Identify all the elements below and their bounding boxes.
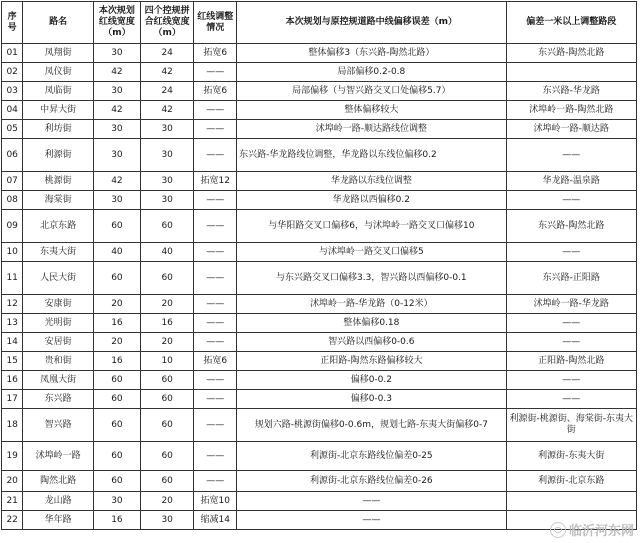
- row-number-cell: 12: [2, 295, 23, 314]
- table-row: [2, 139, 637, 172]
- road-name-cell: 海棠街: [23, 191, 94, 210]
- adjustment-cell: ——: [194, 191, 237, 210]
- road-name-cell: 桃源街: [23, 172, 94, 191]
- plan-width-cell: 60: [93, 371, 140, 390]
- row-number-cell: 10: [2, 243, 23, 262]
- merged-width-cell: 10: [140, 352, 193, 371]
- table-row: [2, 262, 637, 295]
- plan-width-cell: 16: [93, 511, 140, 530]
- adjustment-cell: ——: [194, 442, 237, 471]
- adjust-section-cell: 利源街-北京东路: [506, 471, 636, 492]
- table-row: [2, 44, 637, 63]
- merged-width-cell: 42: [140, 63, 193, 82]
- plan-width-cell: 20: [93, 295, 140, 314]
- row-number-cell: 13: [2, 314, 23, 333]
- table-row: [2, 210, 637, 243]
- offset-error-cell: 整体偏移3（东兴路-陶然北路）: [237, 44, 506, 63]
- table-row: [2, 442, 637, 471]
- table-row: [2, 352, 637, 371]
- merged-width-cell: 16: [140, 314, 193, 333]
- offset-error-cell: 与华阳路交叉口偏移6，与沭埠岭一路交叉口偏移10: [237, 210, 506, 243]
- row-number-cell: 18: [2, 409, 23, 442]
- merged-width-cell: 60: [140, 409, 193, 442]
- merged-width-cell: 30: [140, 139, 193, 172]
- plan-width-cell: 16: [93, 314, 140, 333]
- road-name-cell: 利坊街: [23, 120, 94, 139]
- merged-width-cell: 42: [140, 101, 193, 120]
- adjustment-cell: ——: [194, 243, 237, 262]
- adjustment-cell: ——: [194, 139, 237, 172]
- adjustment-cell: ——: [194, 333, 237, 352]
- offset-error-cell: 局部偏移（与智兴路交叉口处偏移5.7）: [237, 82, 506, 101]
- offset-error-cell: 整体偏移0.18: [237, 314, 506, 333]
- adjustment-cell: ——: [194, 390, 237, 409]
- row-number-cell: 01: [2, 44, 23, 63]
- adjustment-cell: ——: [194, 371, 237, 390]
- plan-width-cell: 60: [93, 210, 140, 243]
- adjustment-cell: ——: [194, 101, 237, 120]
- adjustment-cell: 缩减14: [194, 511, 237, 530]
- adjust-section-cell: 沭埠岭一路-顺达路: [506, 120, 636, 139]
- row-number-cell: 14: [2, 333, 23, 352]
- plan-width-cell: 40: [93, 243, 140, 262]
- adjust-section-cell: ——: [506, 314, 636, 333]
- adjustment-cell: 拓宽12: [194, 172, 237, 191]
- adjust-section-cell: 东兴路-陶然北路: [506, 44, 636, 63]
- merged-width-cell: 60: [140, 371, 193, 390]
- road-name-cell: 华年路: [23, 511, 94, 530]
- adjustment-cell: ——: [194, 409, 237, 442]
- adjust-section-cell: ——: [506, 390, 636, 409]
- plan-width-cell: 42: [93, 101, 140, 120]
- adjustment-cell: 拓宽6: [194, 44, 237, 63]
- merged-width-cell: 30: [140, 191, 193, 210]
- row-number-cell: 20: [2, 471, 23, 492]
- offset-error-cell: 偏移0-0.2: [237, 371, 506, 390]
- road-name-cell: 光明街: [23, 314, 94, 333]
- merged-width-cell: 40: [140, 243, 193, 262]
- road-name-cell: 东夷大街: [23, 243, 94, 262]
- adjust-section-cell: 利源街-桃源街、海棠街-东夷大街: [506, 409, 636, 442]
- header-offset: 本次规划与原控规道路中线偏移误差（m）: [237, 2, 506, 44]
- row-number-cell: 15: [2, 352, 23, 371]
- row-number-cell: 21: [2, 492, 23, 511]
- adjustment-cell: ——: [194, 63, 237, 82]
- adjust-section-cell: [506, 63, 636, 82]
- plan-width-cell: 60: [93, 409, 140, 442]
- plan-width-cell: 60: [93, 471, 140, 492]
- row-number-cell: 02: [2, 63, 23, 82]
- row-number-cell: 09: [2, 210, 23, 243]
- adjustment-cell: ——: [194, 314, 237, 333]
- road-adjustment-table: [1, 1, 637, 530]
- offset-error-cell: ——: [237, 492, 506, 511]
- merged-width-cell: 60: [140, 390, 193, 409]
- offset-error-cell: 局部偏移0.2-0.8: [237, 63, 506, 82]
- road-name-cell: 安居街: [23, 333, 94, 352]
- road-name-cell: 中昇大街: [23, 101, 94, 120]
- table-row: [2, 82, 637, 101]
- row-number-cell: 06: [2, 139, 23, 172]
- road-name-cell: 智兴路: [23, 409, 94, 442]
- wechat-icon: [550, 522, 566, 538]
- plan-width-cell: 42: [93, 172, 140, 191]
- merged-width-cell: 30: [140, 511, 193, 530]
- road-name-cell: 凤凰大街: [23, 371, 94, 390]
- header-name: 路名: [23, 2, 94, 44]
- offset-error-cell: 智兴路以西偏移0-0.6: [237, 333, 506, 352]
- table-row: [2, 191, 637, 210]
- adjust-section-cell: ——: [506, 191, 636, 210]
- table-row: [2, 172, 637, 191]
- adjust-section-cell: 东兴路-华龙路: [506, 82, 636, 101]
- road-name-cell: 龙山路: [23, 492, 94, 511]
- merged-width-cell: 30: [140, 172, 193, 191]
- offset-error-cell: 利源街-北京东路线位偏差0-26: [237, 471, 506, 492]
- road-name-cell: 凤仪街: [23, 63, 94, 82]
- table-row: [2, 63, 637, 82]
- merged-width-cell: 30: [140, 120, 193, 139]
- table-row: [2, 471, 637, 492]
- merged-width-cell: 20: [140, 333, 193, 352]
- table-row: [2, 371, 637, 390]
- merged-width-cell: 24: [140, 82, 193, 101]
- header-width-plan: 本次规划红线宽度（m）: [93, 2, 140, 44]
- road-name-cell: 凤临街: [23, 82, 94, 101]
- table-row: [2, 314, 637, 333]
- road-name-cell: 凤翔街: [23, 44, 94, 63]
- offset-error-cell: 偏移0-0.3: [237, 390, 506, 409]
- adjustment-cell: ——: [194, 471, 237, 492]
- offset-error-cell: 沭埠岭一路-华龙路（0-12米）: [237, 295, 506, 314]
- table-row: [2, 390, 637, 409]
- plan-width-cell: 20: [93, 333, 140, 352]
- merged-width-cell: 20: [140, 295, 193, 314]
- merged-width-cell: 60: [140, 442, 193, 471]
- adjust-section-cell: 东兴路-正阳路: [506, 262, 636, 295]
- adjustment-cell: ——: [194, 295, 237, 314]
- road-name-cell: 利源街: [23, 139, 94, 172]
- row-number-cell: 07: [2, 172, 23, 191]
- adjustment-cell: ——: [194, 120, 237, 139]
- header-adjust: 红线调整情况: [194, 2, 237, 44]
- adjust-section-cell: 沭埠岭一路-华龙路: [506, 295, 636, 314]
- offset-error-cell: 与东兴路交叉口偏移3.3，智兴路以西偏移0-0.1: [237, 262, 506, 295]
- adjust-section-cell: ——: [506, 333, 636, 352]
- row-number-cell: 05: [2, 120, 23, 139]
- adjust-section-cell: [506, 492, 636, 511]
- plan-width-cell: 16: [93, 352, 140, 371]
- table-row: [2, 333, 637, 352]
- merged-width-cell: 60: [140, 471, 193, 492]
- road-name-cell: 北京东路: [23, 210, 94, 243]
- adjust-section-cell: 华龙路-温泉路: [506, 172, 636, 191]
- plan-width-cell: 60: [93, 442, 140, 471]
- adjust-section-cell: ——: [506, 371, 636, 390]
- offset-error-cell: 正阳路-陶然东路偏移较大: [237, 352, 506, 371]
- adjust-section-cell: 东兴路-陶然北路: [506, 210, 636, 243]
- row-number-cell: 11: [2, 262, 23, 295]
- merged-width-cell: 24: [140, 44, 193, 63]
- table-body: [2, 44, 637, 530]
- road-name-cell: 贵和街: [23, 352, 94, 371]
- plan-width-cell: 30: [93, 492, 140, 511]
- merged-width-cell: 20: [140, 492, 193, 511]
- adjustment-cell: ——: [194, 210, 237, 243]
- adjust-section-cell: ——: [506, 139, 636, 172]
- adjust-section-cell: 利源街-东夷大街: [506, 442, 636, 471]
- adjustment-cell: ——: [194, 262, 237, 295]
- row-number-cell: 22: [2, 511, 23, 530]
- header-width-merge: 四个控规拼合红线宽度（m）: [140, 2, 193, 44]
- header-section: 偏差一米以上调整路段: [506, 2, 636, 44]
- watermark-text: 临沂河东网: [568, 524, 634, 539]
- table-row: [2, 295, 637, 314]
- adjustment-cell: 拓宽6: [194, 82, 237, 101]
- row-number-cell: 17: [2, 390, 23, 409]
- row-number-cell: 03: [2, 82, 23, 101]
- offset-error-cell: 与沭埠岭一路交叉口偏移5: [237, 243, 506, 262]
- plan-width-cell: 60: [93, 262, 140, 295]
- plan-width-cell: 30: [93, 120, 140, 139]
- offset-error-cell: 沭埠岭一路-顺达路线位调整: [237, 120, 506, 139]
- merged-width-cell: 60: [140, 210, 193, 243]
- table-row: [2, 101, 637, 120]
- table-row: [2, 120, 637, 139]
- header-no: 序号: [2, 2, 23, 44]
- merged-width-cell: 60: [140, 262, 193, 295]
- table-row: [2, 511, 637, 530]
- road-name-cell: 安康街: [23, 295, 94, 314]
- table-row: [2, 492, 637, 511]
- adjust-section-cell: 沭埠岭一路-陶然北路: [506, 101, 636, 120]
- road-name-cell: 沭埠岭一路: [23, 442, 94, 471]
- plan-width-cell: 42: [93, 63, 140, 82]
- watermark: [550, 520, 634, 539]
- plan-width-cell: 30: [93, 44, 140, 63]
- row-number-cell: 16: [2, 371, 23, 390]
- table-row: [2, 409, 637, 442]
- table-row: [2, 243, 637, 262]
- plan-width-cell: 30: [93, 82, 140, 101]
- road-name-cell: 陶然北路: [23, 471, 94, 492]
- offset-error-cell: 东兴路-华龙路线位调整，华龙路以东线位偏移0.2: [237, 139, 506, 172]
- plan-width-cell: 30: [93, 139, 140, 172]
- offset-error-cell: 利源街-北京东路线位偏差0-25: [237, 442, 506, 471]
- row-number-cell: 04: [2, 101, 23, 120]
- offset-error-cell: 规划六路-桃源街偏移0-0.6m，规划七路-东夷大街偏移0-7: [237, 409, 506, 442]
- offset-error-cell: 华龙路以西偏移0.2: [237, 191, 506, 210]
- road-name-cell: 人民大街: [23, 262, 94, 295]
- adjust-section-cell: ——: [506, 243, 636, 262]
- plan-width-cell: 60: [93, 390, 140, 409]
- offset-error-cell: 整体偏移较大: [237, 101, 506, 120]
- row-number-cell: 08: [2, 191, 23, 210]
- plan-width-cell: 30: [93, 191, 140, 210]
- adjustment-cell: 拓宽6: [194, 352, 237, 371]
- row-number-cell: 19: [2, 442, 23, 471]
- adjust-section-cell: 正阳路-陶然北路: [506, 352, 636, 371]
- offset-error-cell: ——: [237, 511, 506, 530]
- adjustment-cell: 拓宽10: [194, 492, 237, 511]
- road-name-cell: 东兴路: [23, 390, 94, 409]
- offset-error-cell: 华龙路以东线位调整: [237, 172, 506, 191]
